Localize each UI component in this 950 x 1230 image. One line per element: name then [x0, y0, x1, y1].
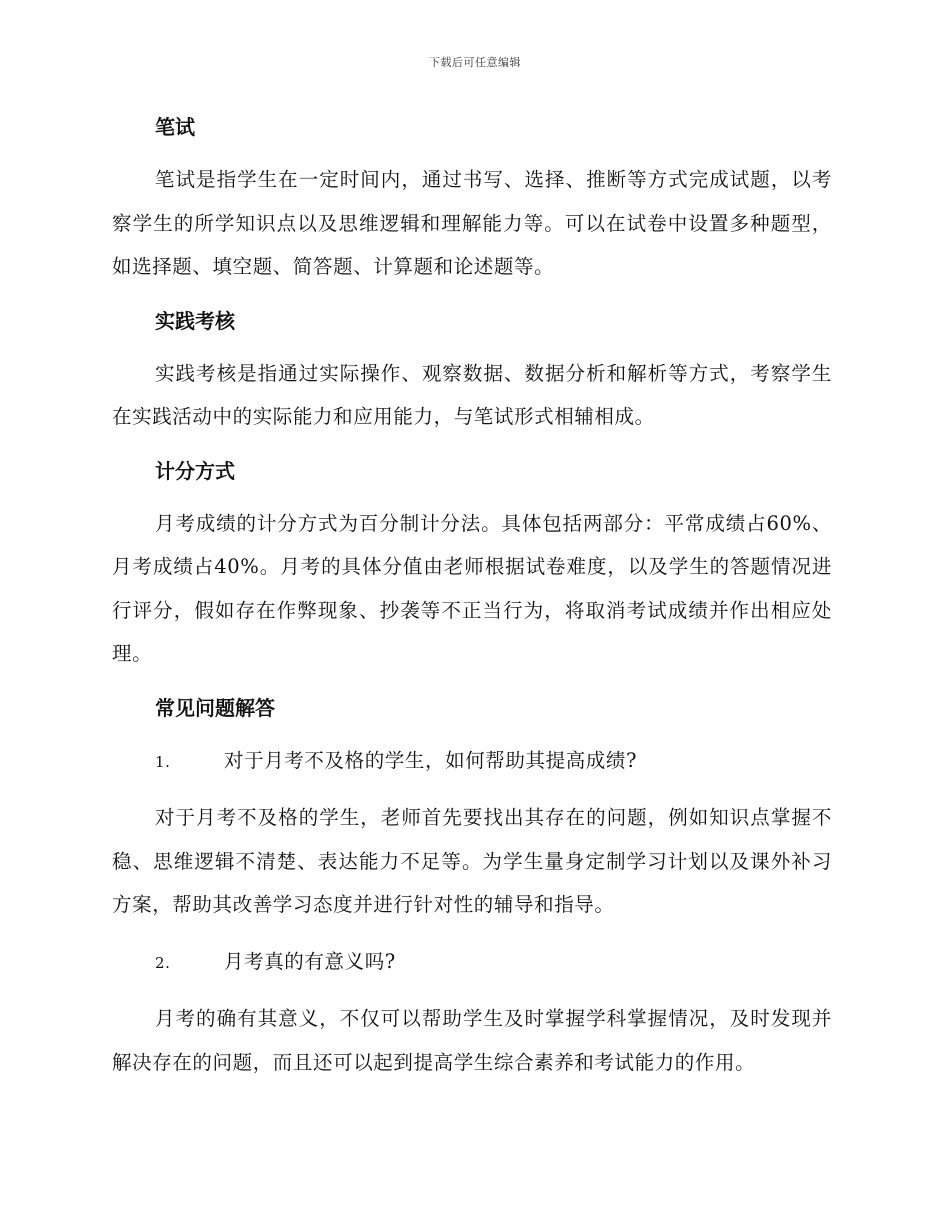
faq-question-1: [112, 739, 832, 785]
section-heading-written: 笔试: [155, 115, 195, 139]
section-body-written: 笔试是指学生在一定时间内，通过书写、选择、推断等方式完成试题，以考察学生的所学知识点以及思维逻辑和理解能力等。可以在试卷中设置多种题型，如选择题、填空题、简答题、计算题和论述题等。: [112, 168, 832, 278]
section-body-scoring: 月考成绩的计分方式为百分制计分法。具体包括两部分：平常成绩占60%、月考成绩占40%。月考的具体分值由老师根据试卷难度，以及学生的答题情况进行评分，假如存在作弊现象、抄袭等不正当行为，将取消考试成绩并作出相应处理。: [112, 511, 832, 665]
section-body-practice: 实践考核是指通过实际操作、观察数据、数据分析和解析等方式，考察学生在实践活动中的实际能力和应用能力，与笔试形式相辅相成。: [112, 361, 832, 428]
section-heading-scoring: 计分方式: [155, 458, 235, 483]
faq-question-text: 月考真的有意义吗?: [224, 949, 396, 973]
header-note: 下载后可任意编辑: [429, 56, 521, 69]
faq-question-text: 对于月考不及格的学生，如何帮助其提高成绩?: [224, 748, 638, 772]
faq-question-2: [112, 940, 832, 986]
faq-answer-2: 月考的确有其意义，不仅可以帮助学生及时掌握学科掌握情况，及时发现并解决存在的问题，而且还可以起到提高学生综合素养和考试能力的作用。: [112, 1007, 832, 1074]
document-body: [112, 108, 832, 1097]
section-heading-faq: 常见问题解答: [155, 695, 275, 720]
faq-answer-1: 对于月考不及格的学生，老师首先要找出其存在的问题，例如知识点掌握不稳、思维逻辑不清楚、表达能力不足等。为学生量身定制学习计划以及课外补习方案，帮助其改善学习态度并进行针对性的辅导和指导。: [112, 806, 832, 916]
faq-question-number: 1.: [155, 752, 171, 771]
faq-question-number: 2.: [155, 953, 171, 972]
section-heading-practice: 实践考核: [155, 308, 235, 333]
